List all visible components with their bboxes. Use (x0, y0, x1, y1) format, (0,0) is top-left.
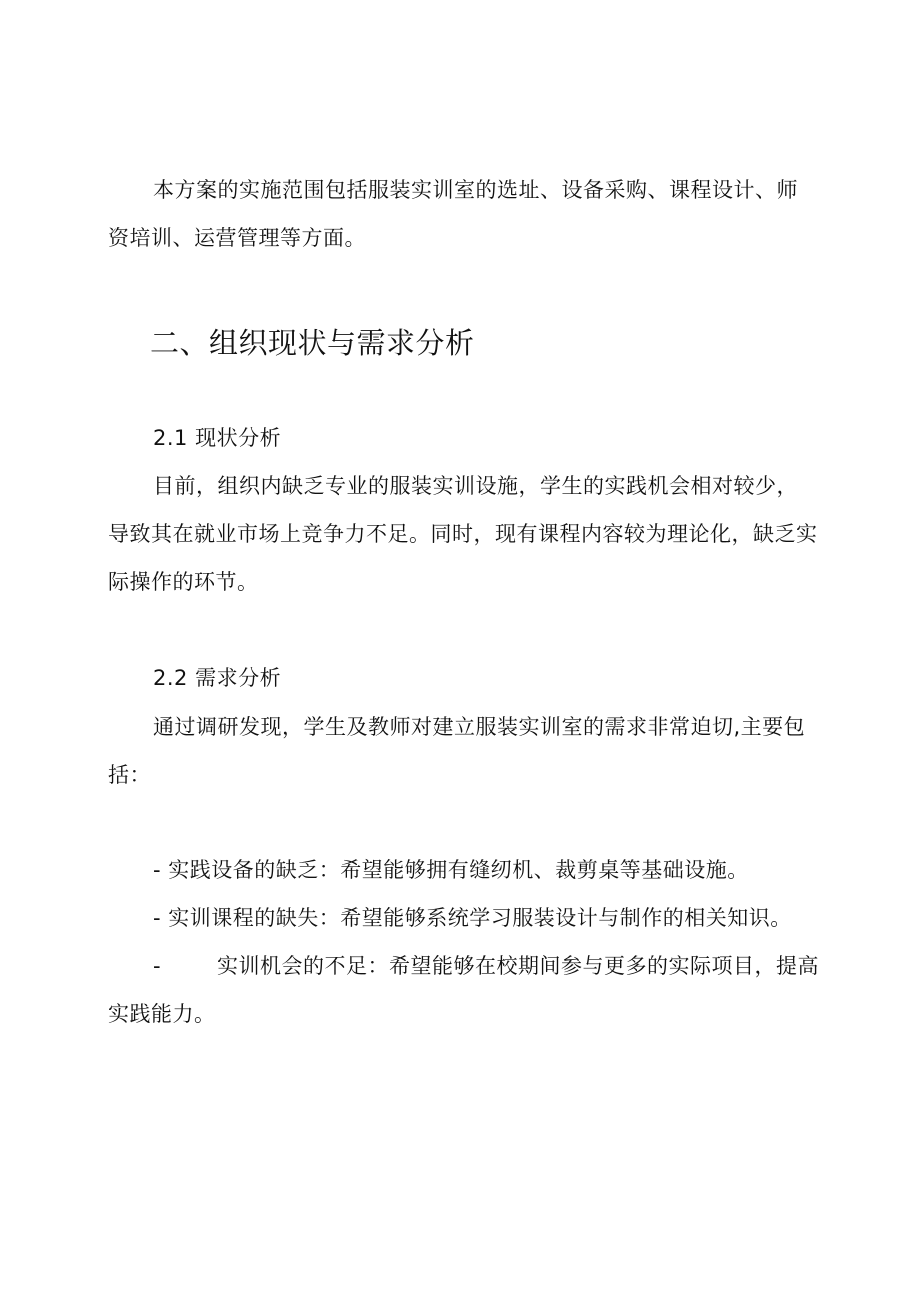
status-paragraph-line-3: 际操作的环节。 (108, 570, 259, 594)
list-item-opportunity-dash: - (153, 954, 161, 978)
subsection-2-1-heading: 2.1 现状分析 (153, 426, 282, 450)
intro-paragraph-line-1: 本方案的实施范围包括服装实训室的选址、设备采购、课程设计、师 (153, 178, 798, 202)
list-item-courses: - 实训课程的缺失：希望能够系统学习服装设计与制作的相关知识。 (153, 906, 792, 930)
list-item-equipment: - 实践设备的缺乏：希望能够拥有缝纫机、裁剪桌等基础设施。 (153, 858, 749, 882)
list-item-opportunity-line-2: 实践能力。 (108, 1002, 216, 1026)
needs-paragraph-line-2: 括： (108, 763, 151, 787)
subsection-2-2-heading: 2.2 需求分析 (153, 666, 282, 690)
intro-paragraph-line-2: 资培训、运营管理等方面。 (108, 226, 366, 250)
status-paragraph-line-2: 导致其在就业市场上竞争力不足。同时，现有课程内容较为理论化，缺乏实 (108, 522, 818, 546)
status-paragraph-line-1: 目前，组织内缺乏专业的服装实训设施，学生的实践机会相对较少， (153, 474, 798, 498)
list-item-opportunity-line-1: 实训机会的不足：希望能够在校期间参与更多的实际项目，提高 (217, 954, 819, 978)
section-2-title: 二、组织现状与需求分析 (150, 326, 475, 360)
needs-paragraph-line-1: 通过调研发现，学生及教师对建立服装实训室的需求非常迫切,主要包 (153, 715, 806, 739)
